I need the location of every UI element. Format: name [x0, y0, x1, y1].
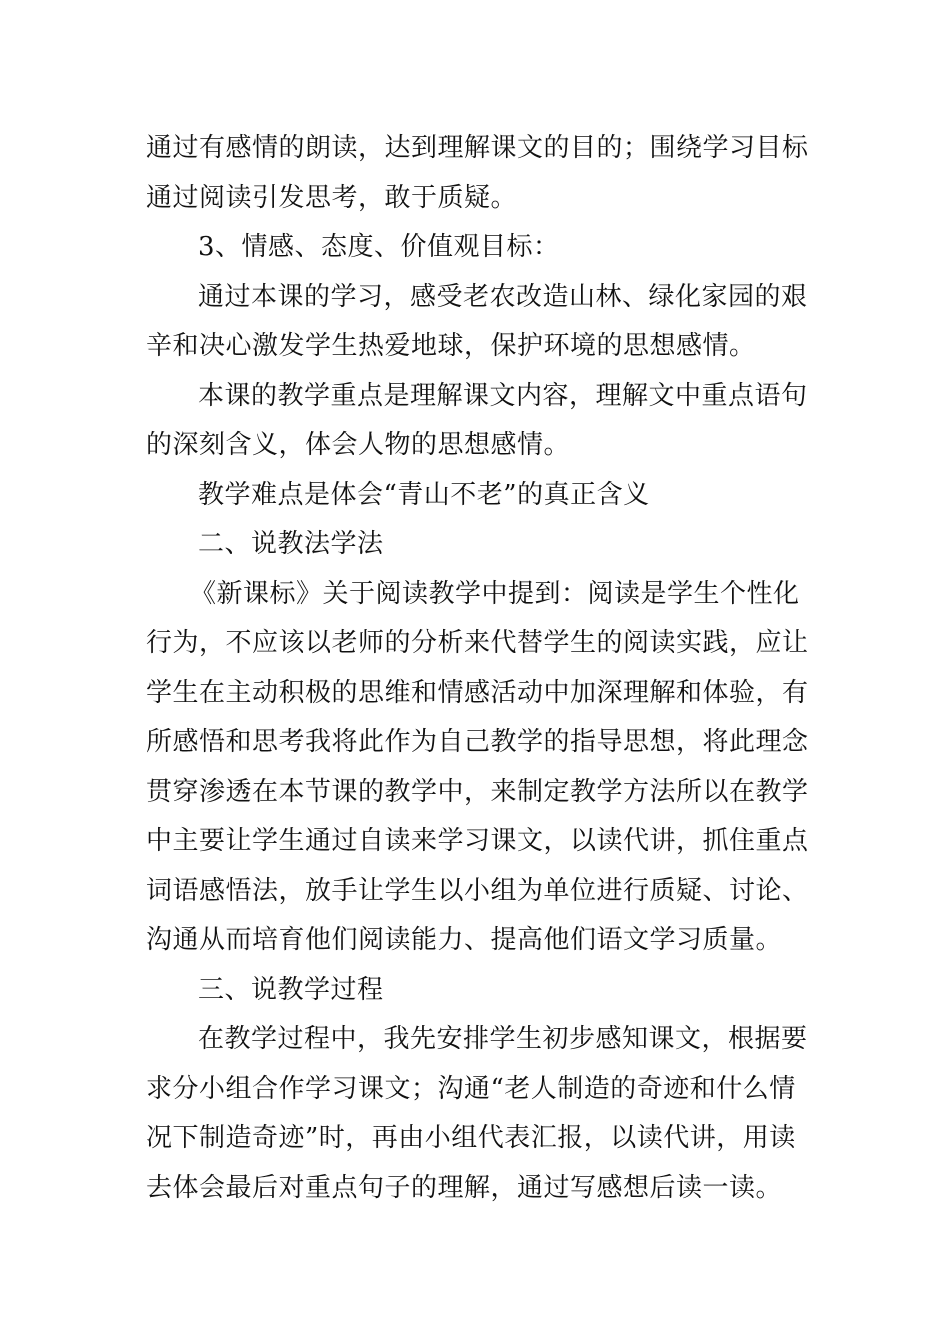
text-line: 《新课标》关于阅读教学中提到：阅读是学生个性化	[190, 578, 800, 609]
text-line: 三、说教学过程	[198, 974, 384, 1005]
paragraph	[146, 471, 806, 521]
paragraph	[146, 1015, 806, 1213]
text-line: 中主要让学生通过自读来学习课文，以读代讲，抓住重点	[146, 826, 809, 856]
section-heading	[146, 966, 806, 1016]
text-line: 所感悟和思考我将此作为自己教学的指导思想，将此理念	[146, 727, 809, 757]
text-line: 学生在主动积极的思维和情感活动中加深理解和体验，有	[146, 677, 809, 708]
document-body	[146, 124, 809, 1213]
paragraph	[146, 570, 809, 966]
text-line: 3、情感、态度、价值观目标：	[198, 232, 560, 262]
text-line: 辛和决心激发学生热爱地球，保护环境的思想感情。	[146, 331, 756, 361]
paragraph	[146, 124, 809, 223]
text-line: 在教学过程中，我先安排学生初步感知课文，根据要	[198, 1024, 808, 1054]
text-line: 词语感悟法，放手让学生以小组为单位进行质疑、讨论、	[146, 875, 809, 906]
text-line: 本课的教学重点是理解课文内容，理解文中重点语句	[198, 380, 808, 411]
text-line: 二、说教法学法	[198, 529, 384, 559]
text-line: 去体会最后对重点句子的理解，通过写感想后读一读。	[146, 1172, 783, 1203]
text-line: 求分小组合作学习课文；沟通“老人制造的奇迹和什么情	[146, 1073, 796, 1104]
text-line: 贯穿渗透在本节课的教学中，来制定教学方法所以在教学	[146, 776, 809, 807]
text-line: 通过本课的学习，感受老农改造山林、绿化家园的艰	[198, 281, 808, 312]
section-heading	[146, 223, 806, 273]
text-line: 的深刻含义，体会人物的思想感情。	[146, 430, 571, 460]
paragraph	[146, 273, 806, 372]
text-line: 通过有感情的朗读，达到理解课文的目的；围绕学习目标	[146, 133, 809, 163]
text-line: 况下制造奇迹”时，再由小组代表汇报，以读代讲，用读	[146, 1123, 796, 1153]
text-line: 通过阅读引发思考，敢于质疑。	[146, 182, 518, 213]
text-line: 行为，不应该以老师的分析来代替学生的阅读实践，应让	[146, 628, 809, 658]
text-line: 教学难点是体会“青山不老”的真正含义	[198, 479, 650, 510]
section-heading	[146, 520, 806, 570]
paragraph	[146, 372, 806, 471]
text-line: 沟通从而培育他们阅读能力、提高他们语文学习质量。	[146, 925, 783, 955]
